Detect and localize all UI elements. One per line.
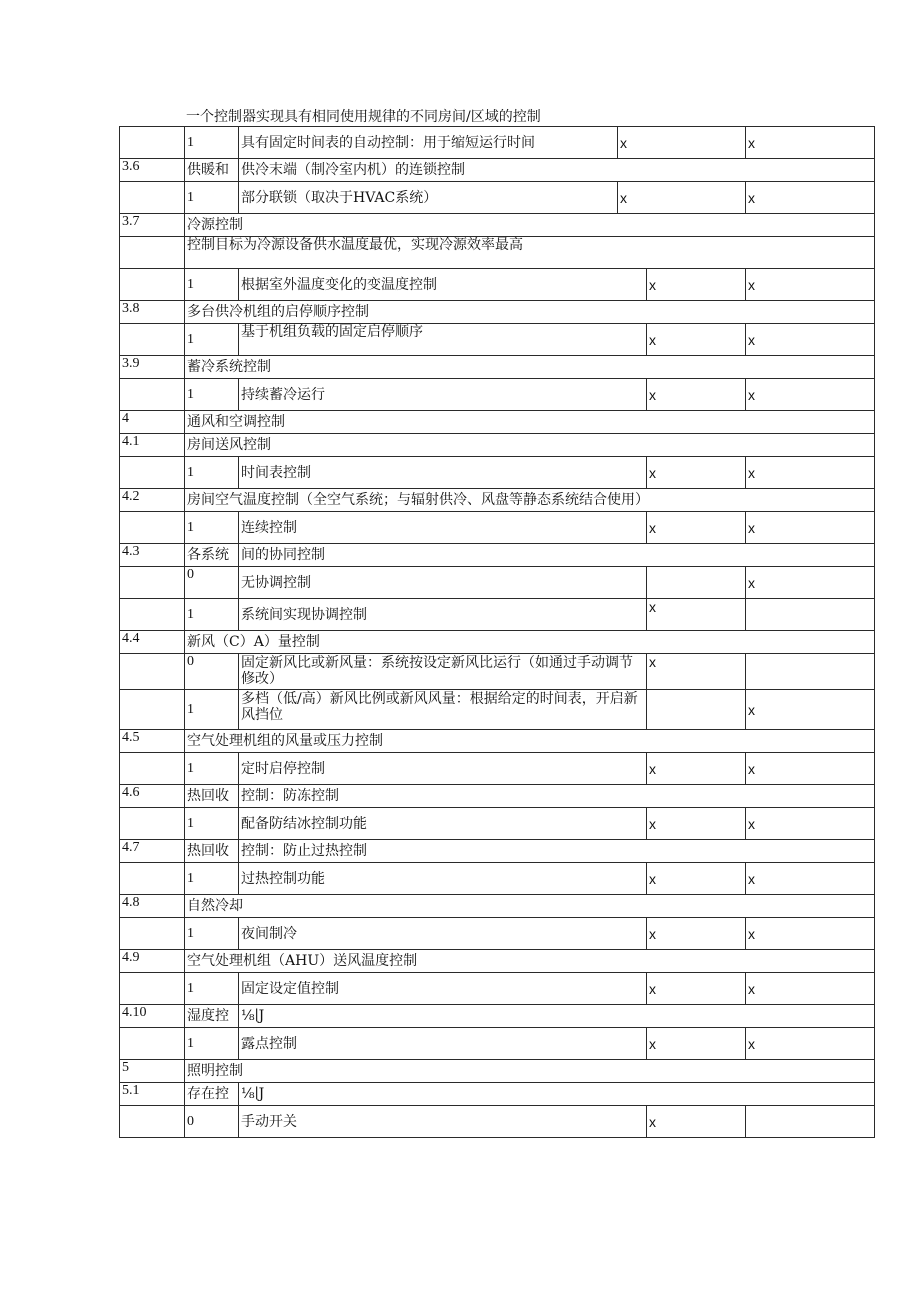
- cell-description: 系统间实现协调控制: [239, 599, 647, 631]
- cell-mark-a: x: [647, 379, 746, 411]
- section-title-part: 热回收: [185, 785, 239, 808]
- table-row: [120, 269, 875, 301]
- table-row: [120, 1028, 875, 1060]
- cell-number: [120, 567, 185, 599]
- cell-mark-b: x: [746, 127, 875, 159]
- section-title: 多台供冷机组的启停顺序控制: [185, 301, 875, 324]
- table-row: [120, 918, 875, 950]
- cell-level: 0: [185, 654, 239, 690]
- table-row: [120, 690, 875, 730]
- section-title: 空气处理机组的风量或压力控制: [185, 730, 875, 753]
- table-row: [120, 895, 875, 918]
- cell-mark-a: x: [647, 457, 746, 489]
- cell-description: 持续蓄冷运行: [239, 379, 647, 411]
- control-function-table: [119, 126, 875, 1138]
- table-row: [120, 489, 875, 512]
- cell-mark-a: x: [647, 269, 746, 301]
- table-row: [120, 599, 875, 631]
- cell-mark-a: [647, 567, 746, 599]
- cell-number: [120, 457, 185, 489]
- table-row: [120, 411, 875, 434]
- section-title: 冷源控制: [185, 214, 875, 237]
- cell-mark-b: x: [746, 1028, 875, 1060]
- cell-description: 定时启停控制: [239, 753, 647, 785]
- section-title-part: ⅛∣J: [239, 1083, 875, 1106]
- cell-mark-b: [746, 599, 875, 631]
- cell-number: [120, 973, 185, 1005]
- table-row: [120, 544, 875, 567]
- cell-mark-a: x: [647, 918, 746, 950]
- cell-description: 固定新风比或新风量：系统按设定新风比运行（如通过手动调节修改）: [239, 654, 647, 690]
- cell-mark-a: x: [647, 512, 746, 544]
- cell-number: [120, 863, 185, 895]
- cell-number: 4.8: [120, 895, 185, 918]
- cell-mark-b: x: [746, 808, 875, 840]
- table-row: [120, 214, 875, 237]
- cell-level: 1: [185, 808, 239, 840]
- table-row: [120, 1005, 875, 1028]
- section-title-part: 存在控: [185, 1083, 239, 1106]
- cell-description: 具有固定时间表的自动控制：用于缩短运行时间: [239, 127, 618, 159]
- cell-mark-b: x: [746, 918, 875, 950]
- cell-description: 配备防结冰控制功能: [239, 808, 647, 840]
- section-title-part: 间的协同控制: [239, 544, 875, 567]
- cell-number: 3.7: [120, 214, 185, 237]
- intro-line: 一个控制器实现具有相同使用规律的不同房间/区域的控制: [186, 109, 541, 125]
- section-title-part: 各系统: [185, 544, 239, 567]
- cell-description: 夜间制冷: [239, 918, 647, 950]
- section-title: 自然冷却: [185, 895, 875, 918]
- cell-description: 固定设定值控制: [239, 973, 647, 1005]
- cell-mark-a: x: [647, 973, 746, 1005]
- cell-level: 1: [185, 127, 239, 159]
- cell-number: [120, 269, 185, 301]
- cell-description: 多档（低/高）新风比例或新风风量：根据给定的时间表，开启新风挡位: [239, 690, 647, 730]
- table-row: [120, 863, 875, 895]
- table-row: [120, 159, 875, 182]
- cell-number: 5: [120, 1060, 185, 1083]
- cell-number: [120, 654, 185, 690]
- section-title-part: 控制：防冻控制: [239, 785, 875, 808]
- cell-description: 过热控制功能: [239, 863, 647, 895]
- table-row: [120, 512, 875, 544]
- section-title-part: 供冷末端（制冷室内机）的连锁控制: [239, 159, 875, 182]
- cell-mark-b: x: [746, 379, 875, 411]
- cell-description: 时间表控制: [239, 457, 647, 489]
- cell-mark-b: x: [746, 324, 875, 356]
- cell-number: 4.3: [120, 544, 185, 567]
- cell-number: [120, 690, 185, 730]
- cell-level: 1: [185, 182, 239, 214]
- cell-mark-b: x: [746, 457, 875, 489]
- cell-level: 1: [185, 918, 239, 950]
- cell-mark-b: x: [746, 690, 875, 730]
- table-row: [120, 840, 875, 863]
- cell-level: 0: [185, 567, 239, 599]
- cell-number: [120, 918, 185, 950]
- cell-number: [120, 379, 185, 411]
- cell-level: 0: [185, 1106, 239, 1138]
- cell-mark-b: x: [746, 512, 875, 544]
- table-row: [120, 379, 875, 411]
- cell-level: 1: [185, 457, 239, 489]
- cell-level: 1: [185, 753, 239, 785]
- section-title-part: 湿度控: [185, 1005, 239, 1028]
- cell-mark-a: [647, 690, 746, 730]
- cell-mark-a: x: [618, 182, 746, 214]
- table-row: [120, 808, 875, 840]
- section-title-part: 供暖和: [185, 159, 239, 182]
- cell-number: [120, 1106, 185, 1138]
- cell-mark-a: x: [647, 654, 746, 690]
- cell-mark-a: x: [647, 808, 746, 840]
- cell-number: [120, 512, 185, 544]
- cell-level: 1: [185, 690, 239, 730]
- cell-mark-a: x: [647, 324, 746, 356]
- cell-number: 4.10: [120, 1005, 185, 1028]
- cell-mark-a: x: [647, 753, 746, 785]
- cell-number: 4.1: [120, 434, 185, 457]
- cell-mark-b: x: [746, 269, 875, 301]
- table-row: [120, 785, 875, 808]
- table-row: [120, 237, 875, 269]
- section-title: 房间送风控制: [185, 434, 875, 457]
- cell-mark-b: x: [746, 567, 875, 599]
- table-row: [120, 1060, 875, 1083]
- section-title: 通风和空调控制: [185, 411, 875, 434]
- table-row: [120, 753, 875, 785]
- section-title: 蓄冷系统控制: [185, 356, 875, 379]
- cell-description: 无协调控制: [239, 567, 647, 599]
- table-row: [120, 457, 875, 489]
- section-note: 控制目标为冷源设备供水温度最优，实现冷源效率最高: [185, 237, 875, 269]
- section-title-part: 控制：防止过热控制: [239, 840, 875, 863]
- cell-level: 1: [185, 863, 239, 895]
- cell-level: 1: [185, 379, 239, 411]
- table-row: [120, 973, 875, 1005]
- table-row: [120, 1083, 875, 1106]
- table-row: [120, 1106, 875, 1138]
- cell-description: 根据室外温度变化的变温度控制: [239, 269, 647, 301]
- cell-number: [120, 753, 185, 785]
- cell-number: 3.8: [120, 301, 185, 324]
- table-row: [120, 567, 875, 599]
- cell-mark-a: x: [647, 599, 746, 631]
- cell-number: 4.7: [120, 840, 185, 863]
- cell-mark-a: x: [647, 1106, 746, 1138]
- section-title: 新风（C）A）量控制: [185, 631, 875, 654]
- section-title-part: 热回收: [185, 840, 239, 863]
- cell-number: [120, 324, 185, 356]
- cell-mark-b: x: [746, 753, 875, 785]
- cell-number: 3.9: [120, 356, 185, 379]
- cell-number: 5.1: [120, 1083, 185, 1106]
- cell-level: 1: [185, 324, 239, 356]
- cell-number: 4.5: [120, 730, 185, 753]
- cell-mark-b: x: [746, 863, 875, 895]
- cell-number: 4.6: [120, 785, 185, 808]
- cell-description: 部分联锁（取决于HVAC系统）: [239, 182, 618, 214]
- cell-description: 连续控制: [239, 512, 647, 544]
- cell-mark-b: x: [746, 973, 875, 1005]
- table-row: [120, 654, 875, 690]
- cell-description: 基于机组负载的固定启停顺序: [239, 324, 647, 356]
- table-row: [120, 127, 875, 159]
- cell-number: 4.2: [120, 489, 185, 512]
- cell-mark-a: x: [647, 1028, 746, 1060]
- section-title: 房间空气温度控制（全空气系统；与辐射供冷、风盘等静态系统结合使用）: [185, 489, 875, 512]
- table-row: [120, 434, 875, 457]
- cell-number: [120, 127, 185, 159]
- cell-number: [120, 182, 185, 214]
- cell-number: [120, 599, 185, 631]
- cell-mark-a: x: [618, 127, 746, 159]
- cell-number: [120, 1028, 185, 1060]
- cell-level: 1: [185, 1028, 239, 1060]
- table-row: [120, 301, 875, 324]
- table-row: [120, 182, 875, 214]
- cell-number: 3.6: [120, 159, 185, 182]
- section-title-part: ⅛∣J: [239, 1005, 875, 1028]
- table-row: [120, 356, 875, 379]
- cell-number: 4.4: [120, 631, 185, 654]
- cell-level: 1: [185, 973, 239, 1005]
- cell-level: 1: [185, 269, 239, 301]
- cell-mark-b: [746, 1106, 875, 1138]
- cell-number: [120, 237, 185, 269]
- cell-description: 手动开关: [239, 1106, 647, 1138]
- table-row: [120, 950, 875, 973]
- cell-number: [120, 808, 185, 840]
- table-row: [120, 324, 875, 356]
- cell-mark-b: x: [746, 182, 875, 214]
- cell-mark-a: x: [647, 863, 746, 895]
- cell-number: 4: [120, 411, 185, 434]
- cell-level: 1: [185, 599, 239, 631]
- table-row: [120, 631, 875, 654]
- section-title: 空气处理机组（AHU）送风温度控制: [185, 950, 875, 973]
- section-title: 照明控制: [185, 1060, 875, 1083]
- cell-number: 4.9: [120, 950, 185, 973]
- cell-level: 1: [185, 512, 239, 544]
- cell-description: 露点控制: [239, 1028, 647, 1060]
- cell-mark-b: [746, 654, 875, 690]
- table-row: [120, 730, 875, 753]
